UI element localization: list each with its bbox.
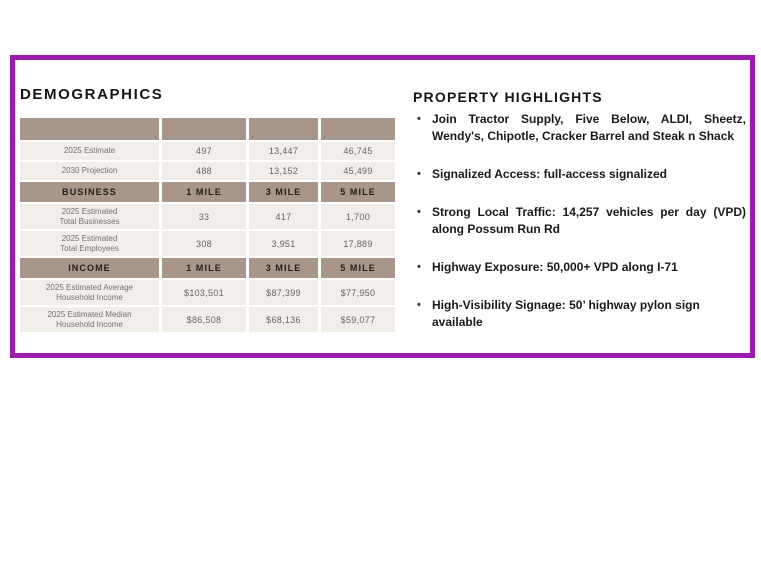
table-header-cell bbox=[321, 118, 395, 140]
table-value bbox=[249, 162, 318, 180]
row-label-line2: Total Employees bbox=[60, 243, 119, 253]
table-header-cell bbox=[162, 118, 246, 140]
value-text: 497 bbox=[196, 146, 212, 156]
table-value bbox=[249, 231, 318, 256]
table-value bbox=[162, 142, 246, 160]
bullet-icon: • bbox=[417, 168, 421, 180]
table-header-cell bbox=[20, 258, 159, 278]
table-value bbox=[321, 204, 395, 229]
table-value bbox=[162, 162, 246, 180]
bullet-icon: • bbox=[417, 299, 421, 311]
value-text: $68,136 bbox=[266, 314, 301, 325]
header-label: 5 MILE bbox=[340, 263, 376, 273]
value-text: 488 bbox=[196, 166, 212, 176]
highlight-item bbox=[413, 297, 746, 331]
header-label: INCOME bbox=[68, 263, 111, 273]
highlight-item bbox=[413, 259, 746, 276]
bullet-icon: • bbox=[417, 206, 421, 218]
table-header-cell bbox=[321, 258, 395, 278]
highlight-text: Signalized Access: full-access signalized bbox=[432, 167, 667, 181]
table-header-cell bbox=[162, 258, 246, 278]
highlight-item bbox=[413, 166, 746, 183]
table-value bbox=[162, 307, 246, 332]
row-label-line2: Household Income bbox=[56, 319, 123, 329]
value-text: 13,447 bbox=[268, 146, 299, 156]
table-header-cell bbox=[20, 182, 159, 202]
header-label: 3 MILE bbox=[265, 187, 302, 197]
value-text: $77,950 bbox=[340, 287, 376, 298]
row-label-line1: 2025 Estimated bbox=[61, 207, 118, 216]
value-text: 3,951 bbox=[271, 238, 296, 249]
highlight-text: High-Visibility Signage: 50’ highway pylon sign available bbox=[432, 298, 700, 329]
row-label-line2: Household Income bbox=[56, 292, 123, 302]
value-text: 45,499 bbox=[343, 166, 373, 176]
highlight-item bbox=[413, 111, 746, 145]
value-text: $86,508 bbox=[186, 314, 222, 325]
bullet-icon: • bbox=[417, 261, 421, 273]
table-value bbox=[321, 162, 395, 180]
header-label: 3 MILE bbox=[265, 263, 302, 273]
table-value bbox=[249, 307, 318, 332]
demographics-table bbox=[20, 118, 395, 332]
value-text: 308 bbox=[196, 238, 212, 249]
value-text: $103,501 bbox=[184, 287, 224, 298]
highlights-list bbox=[413, 111, 746, 331]
header-label: 1 MILE bbox=[186, 187, 222, 197]
value-text: 13,152 bbox=[268, 166, 299, 176]
table-value bbox=[249, 142, 318, 160]
table-value bbox=[321, 231, 395, 256]
row-label bbox=[20, 307, 159, 332]
header-label: 5 MILE bbox=[340, 187, 376, 197]
row-label-line2: Total Businesses bbox=[59, 216, 120, 226]
value-text: 33 bbox=[198, 211, 210, 222]
table-value bbox=[249, 204, 318, 229]
table-header-cell bbox=[249, 118, 318, 140]
table-value bbox=[162, 231, 246, 256]
value-text: 1,700 bbox=[345, 211, 371, 222]
highlight-text: Highway Exposure: 50,000+ VPD along I-71 bbox=[432, 260, 678, 274]
highlight-text: Join Tractor Supply, Five Below, ALDI, Sheetz, Wendy's, Chipotle, Cracker Barrel and Steak n Shack bbox=[432, 112, 746, 143]
content-frame bbox=[10, 55, 755, 358]
table-header-cell bbox=[162, 182, 246, 202]
table-value bbox=[321, 142, 395, 160]
row-label bbox=[20, 204, 159, 229]
row-label bbox=[20, 162, 159, 180]
row-label-line1: 2030 Projection bbox=[61, 166, 118, 176]
table-value bbox=[321, 280, 395, 305]
demographics-title: DEMOGRAPHICS bbox=[20, 86, 164, 103]
table-value bbox=[321, 307, 395, 332]
value-text: 46,745 bbox=[343, 146, 373, 156]
table-value bbox=[162, 280, 246, 305]
value-text: $87,399 bbox=[266, 287, 301, 298]
table-value bbox=[162, 204, 246, 229]
value-text: 417 bbox=[275, 211, 292, 222]
bullet-icon: • bbox=[417, 113, 421, 125]
highlights-title: PROPERTY HIGHLIGHTS bbox=[413, 89, 603, 105]
highlights-section bbox=[413, 89, 746, 352]
row-label bbox=[20, 142, 159, 160]
row-label bbox=[20, 280, 159, 305]
value-text: $59,077 bbox=[340, 314, 376, 325]
highlight-item bbox=[413, 204, 746, 238]
row-label-line1: 2025 Estimated bbox=[61, 234, 118, 243]
table-header-cell bbox=[321, 182, 395, 202]
table-header-cell bbox=[20, 118, 159, 140]
header-label: BUSINESS bbox=[62, 187, 117, 197]
table-value bbox=[249, 280, 318, 305]
header-label: 1 MILE bbox=[186, 263, 222, 273]
frame-inner bbox=[15, 60, 750, 353]
table-header-cell bbox=[249, 182, 318, 202]
row-label-line1: 2025 Estimate bbox=[63, 146, 116, 156]
table-header-cell bbox=[249, 258, 318, 278]
row-label-line1: 2025 Estimated Median bbox=[47, 310, 132, 319]
row-label bbox=[20, 231, 159, 256]
row-label-line1: 2025 Estimated Average bbox=[45, 283, 134, 292]
highlight-text: Strong Local Traffic: 14,257 vehicles per day (VPD) along Possum Run Rd bbox=[432, 205, 746, 236]
value-text: 17,889 bbox=[343, 238, 373, 249]
